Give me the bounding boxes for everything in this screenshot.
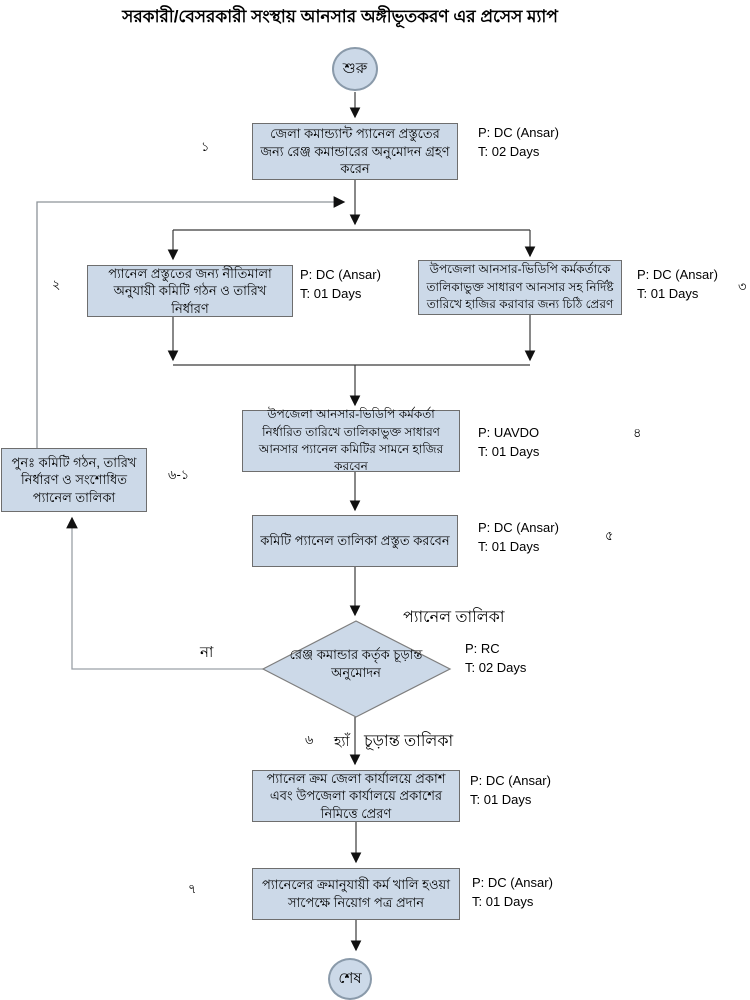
step1-number: ১ bbox=[201, 139, 210, 154]
step6-box: প্যানেল ক্রম জেলা কার্যালয়ে প্রকাশ এবং উপজেলা কার্যালয়ে প্রকাশের নিমিত্তে প্রেরণ bbox=[252, 770, 460, 822]
step5-time: T: 01 Days bbox=[478, 538, 540, 554]
step5-annotation bbox=[478, 519, 559, 557]
step3-annotation bbox=[637, 266, 718, 304]
decision-time: T: 02 Days bbox=[465, 659, 527, 675]
step7-time: T: 01 Days bbox=[472, 893, 534, 909]
step3-time: T: 01 Days bbox=[637, 285, 699, 301]
decision-text: রেঞ্জ কমান্ডার কর্তৃক চূড়ান্ত অনুমোদন bbox=[289, 647, 423, 681]
step2-box: প্যানেল প্রস্তুতের জন্য নীতিমালা অনুযায়ী কমিটি গঠন ও তারিখ নির্ধারণ bbox=[87, 265, 293, 317]
step3-performer: P: DC (Ansar) bbox=[637, 267, 718, 282]
rework-number: ৬-১ bbox=[168, 467, 190, 482]
decision-number: ৬ bbox=[305, 732, 314, 747]
step6-time: T: 01 Days bbox=[470, 791, 532, 807]
step3-box: উপজেলা আনসার-ভিডিপি কর্মকর্তাকে তালিকাভুক্ত সাধারণ আনসার সহ নির্দিষ্ট তারিখে হাজির করাবার জন্য চিঠি প্রেরণ bbox=[418, 260, 622, 315]
step6-performer: P: DC (Ansar) bbox=[470, 773, 551, 788]
decision-performer: P: RC bbox=[465, 641, 500, 656]
step7-performer: P: DC (Ansar) bbox=[472, 875, 553, 890]
step4-box: উপজেলা আনসার-ভিডিপি কর্মকর্তা নির্ধারিত তারিখে তালিকাভুক্ত সাধারণ আনসার প্যানেল কমিটির সামনে হাজির করবেন bbox=[242, 410, 460, 472]
step5-number: ৫ bbox=[605, 528, 614, 543]
step6-annotation bbox=[470, 772, 551, 810]
step2-number: ২ bbox=[52, 277, 61, 292]
step1-box: জেলা কমান্ড্যান্ট প্যানেল প্রস্তুতের জন্য রেঞ্জ কমান্ডারের অনুমোদন গ্রহণ করেন bbox=[252, 123, 458, 180]
step2-time: T: 01 Days bbox=[300, 285, 362, 301]
decision-annotation bbox=[465, 640, 526, 678]
yes-branch-label: হ্যাঁ bbox=[334, 733, 350, 749]
step4-annotation bbox=[478, 424, 539, 462]
step1-annotation bbox=[478, 124, 559, 162]
final-list-label: চূড়ান্ত তালিকা bbox=[364, 733, 454, 750]
step7-number: ৭ bbox=[188, 881, 197, 896]
step7-annotation bbox=[472, 874, 553, 912]
rework-box: পুনঃ কমিটি গঠন, তারিখ নির্ধারণ ও সংশোধিত প্যানেল তালিকা bbox=[1, 448, 147, 512]
end-terminal: শেষ bbox=[328, 958, 372, 1000]
page-title: সরকারী/বেসরকারী সংস্থায় আনসার অঙ্গীভূতকরণ এর প্রসেস ম্যাপ bbox=[122, 7, 558, 26]
no-branch-label: না bbox=[200, 644, 214, 661]
step1-performer: P: DC (Ansar) bbox=[478, 125, 559, 140]
step5-box: কমিটি প্যানেল তালিকা প্রস্তুত করবেন bbox=[252, 515, 458, 567]
start-terminal: শুরু bbox=[332, 47, 378, 91]
step4-time: T: 01 Days bbox=[478, 443, 540, 459]
step4-performer: P: UAVDO bbox=[478, 425, 540, 440]
step2-performer: P: DC (Ansar) bbox=[300, 267, 381, 282]
step4-number: ৪ bbox=[633, 425, 642, 440]
panel-list-label: প্যানেল তালিকা bbox=[403, 609, 505, 626]
step2-annotation bbox=[300, 266, 381, 304]
step3-number: ৩ bbox=[738, 279, 747, 294]
step1-time: T: 02 Days bbox=[478, 143, 540, 159]
step7-box: প্যানেলের ক্রমানুযায়ী কর্ম খালি হওয়া সাপেক্ষে নিয়োগ পত্র প্রদান bbox=[252, 868, 460, 920]
step5-performer: P: DC (Ansar) bbox=[478, 520, 559, 535]
